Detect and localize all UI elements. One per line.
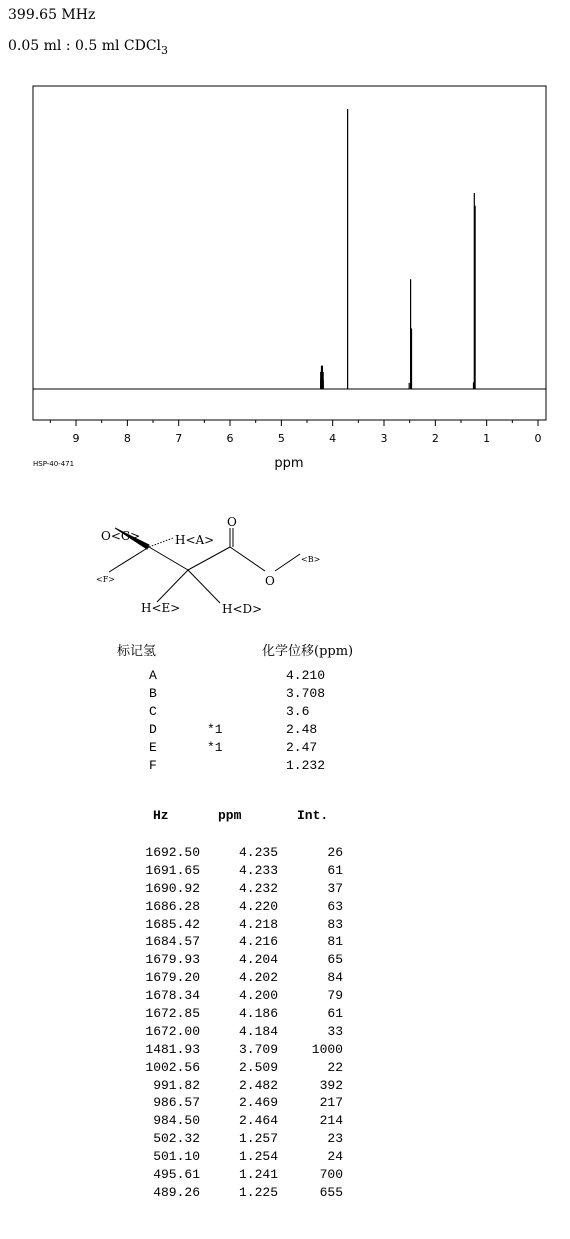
- assignment-label: B: [149, 686, 157, 701]
- int-cell: 392: [319, 1077, 343, 1093]
- ppm-cell: 4.235: [238, 845, 278, 860]
- assignment-label: D: [149, 722, 157, 737]
- hz-cell: 1684.57: [145, 934, 200, 950]
- bond-oester-ch3: [275, 554, 300, 571]
- int-cell: 65: [327, 952, 343, 968]
- peak-table: [0, 845, 570, 1203]
- ppm-cell: 4.204: [238, 952, 278, 968]
- bond-c1-ha: [149, 538, 173, 547]
- peak-table-row: [0, 952, 570, 970]
- col-label-header: 标记氢: [117, 644, 157, 659]
- assignment-row: [0, 758, 570, 776]
- ppm-cell: 3.709: [238, 1041, 278, 1057]
- peak-table-row: [0, 899, 570, 917]
- hz-cell: 1686.28: [145, 898, 200, 914]
- assignment-note: *1: [207, 740, 223, 755]
- x-tick-label: 8: [123, 432, 131, 445]
- peak-table-row: [0, 917, 570, 935]
- int-cell: 24: [327, 1149, 343, 1165]
- label-o-ester: O: [265, 574, 275, 588]
- assignment-shift: 2.47: [286, 740, 318, 755]
- ppm-cell: 4.232: [238, 880, 278, 896]
- assignment-row: [0, 686, 570, 704]
- ppm-cell: 4.220: [238, 898, 278, 914]
- peak-table-header: [0, 808, 570, 828]
- int-cell: 37: [327, 880, 343, 896]
- peak-table-row: [0, 988, 570, 1006]
- molecule-structure: [85, 510, 345, 620]
- peak-table-row: [0, 1113, 570, 1131]
- hz-cell: 489.26: [153, 1184, 200, 1200]
- int-cell: 61: [327, 1006, 343, 1022]
- x-tick-label: 2: [431, 432, 439, 445]
- label-f: <F>: [96, 575, 115, 584]
- x-tick-label: 6: [226, 432, 234, 445]
- x-tick-label: 5: [277, 432, 285, 445]
- peak-table-row: [0, 1024, 570, 1042]
- hz-header: Hz: [153, 808, 169, 823]
- ppm-cell: 4.233: [238, 862, 278, 878]
- peak-table-row: [0, 845, 570, 863]
- label-o-c: O<C>: [101, 529, 141, 543]
- hz-cell: 1690.92: [145, 880, 200, 896]
- assignment-shift: 4.210: [286, 668, 326, 683]
- x-axis-label: ppm: [274, 456, 304, 471]
- bond-c3-oester: [230, 547, 265, 571]
- bond-c1-c2: [149, 547, 188, 570]
- ppm-cell: 1.225: [238, 1184, 278, 1200]
- hz-cell: 1679.20: [145, 970, 200, 986]
- hz-cell: 1679.93: [145, 952, 200, 968]
- hz-cell: 1481.93: [145, 1041, 200, 1057]
- peak-table-row: [0, 1042, 570, 1060]
- x-tick-label: 3: [380, 432, 388, 445]
- ppm-cell: 4.218: [238, 916, 278, 932]
- nmr-spectrum-chart: [0, 78, 570, 478]
- assignment-shift: 3.708: [286, 686, 326, 701]
- hz-cell: 986.57: [153, 1095, 200, 1111]
- int-header: Int.: [297, 808, 329, 823]
- assignment-shift: 2.48: [286, 722, 318, 737]
- ppm-cell: 1.257: [238, 1131, 278, 1147]
- ppm-cell: 1.241: [238, 1167, 278, 1183]
- ppm-cell: 4.216: [238, 934, 278, 950]
- x-tick-label: 0: [534, 432, 542, 445]
- label-h-e: H<E>: [141, 601, 181, 615]
- int-cell: 33: [327, 1023, 343, 1039]
- x-tick-label: 1: [483, 432, 491, 445]
- peak-table-row: [0, 934, 570, 952]
- int-cell: 22: [327, 1059, 343, 1075]
- hz-cell: 502.32: [153, 1131, 200, 1147]
- peak-table-row: [0, 1078, 570, 1096]
- solvent-subscript: 3: [161, 43, 169, 57]
- bond-c2-c3: [188, 547, 230, 570]
- assignment-label: A: [149, 668, 157, 683]
- assignment-shift: 3.6: [286, 704, 310, 719]
- int-cell: 217: [319, 1095, 343, 1111]
- ppm-header: ppm: [218, 808, 242, 823]
- peak-table-row: [0, 1167, 570, 1185]
- int-cell: 700: [319, 1167, 343, 1183]
- peak-lines: [321, 109, 476, 389]
- peak-table-row: [0, 1060, 570, 1078]
- int-cell: 26: [327, 845, 343, 860]
- hz-cell: 1692.50: [145, 845, 200, 860]
- hz-cell: 1691.65: [145, 862, 200, 878]
- ppm-cell: 4.202: [238, 970, 278, 986]
- hz-cell: 1685.42: [145, 916, 200, 932]
- hz-cell: 1678.34: [145, 988, 200, 1004]
- ppm-cell: 2.509: [238, 1059, 278, 1075]
- assignment-table: [0, 668, 570, 776]
- ppm-cell: 2.482: [238, 1077, 278, 1093]
- label-h-a: H<A>: [175, 533, 215, 547]
- label-b: <B>: [301, 555, 321, 564]
- int-cell: 61: [327, 862, 343, 878]
- peak-table-row: [0, 881, 570, 899]
- ppm-cell: 4.200: [238, 988, 278, 1004]
- spectrometer-frequency: 399.65 MHz: [8, 7, 96, 23]
- assignment-row: [0, 722, 570, 740]
- hz-cell: 991.82: [153, 1077, 200, 1093]
- int-cell: 655: [319, 1184, 343, 1200]
- hz-cell: 501.10: [153, 1149, 200, 1165]
- x-tick-label: 9: [72, 432, 80, 445]
- ppm-cell: 4.184: [238, 1023, 278, 1039]
- assignment-note: *1: [207, 722, 223, 737]
- int-cell: 81: [327, 934, 343, 950]
- label-h-d: H<D>: [222, 602, 263, 616]
- peak-table-row: [0, 1149, 570, 1167]
- assignment-label: F: [149, 758, 157, 773]
- x-axis-ticks: [50, 420, 541, 445]
- label-o-carbonyl: O: [227, 515, 237, 529]
- peak-table-row: [0, 1006, 570, 1024]
- ppm-cell: 2.469: [238, 1095, 278, 1111]
- assignment-row: [0, 740, 570, 758]
- assignment-label: E: [149, 740, 157, 755]
- hz-cell: 1002.56: [145, 1059, 200, 1075]
- x-tick-label: 4: [329, 432, 337, 445]
- bond-c2-he: [157, 570, 188, 602]
- peak-table-row: [0, 1131, 570, 1149]
- int-cell: 214: [319, 1113, 343, 1129]
- plot-frame: [33, 86, 546, 420]
- ppm-cell: 1.254: [238, 1149, 278, 1165]
- ppm-cell: 4.186: [238, 1006, 278, 1022]
- hz-cell: 1672.85: [145, 1006, 200, 1022]
- peak-table-row: [0, 1185, 570, 1203]
- assignment-row: [0, 668, 570, 686]
- hz-cell: 1672.00: [145, 1023, 200, 1039]
- assignment-table-header: [0, 640, 570, 660]
- spectrum-code: HSP-40-471: [33, 460, 75, 468]
- peak-table-row: [0, 863, 570, 881]
- int-cell: 79: [327, 988, 343, 1004]
- int-cell: 84: [327, 970, 343, 986]
- int-cell: 63: [327, 898, 343, 914]
- int-cell: 1000: [311, 1041, 343, 1057]
- int-cell: 23: [327, 1131, 343, 1147]
- col-shift-header: 化学位移(ppm): [262, 644, 354, 659]
- ppm-cell: 2.464: [238, 1113, 278, 1129]
- bond-c2-hd: [188, 570, 220, 603]
- bond-c1-f: [109, 547, 149, 572]
- sample-solvent: [8, 38, 168, 57]
- hz-cell: 984.50: [153, 1113, 200, 1129]
- int-cell: 83: [327, 916, 343, 932]
- assignment-shift: 1.232: [286, 758, 326, 773]
- assignment-label: C: [149, 704, 157, 719]
- solvent-text: 0.05 ml : 0.5 ml CDCl: [8, 38, 162, 54]
- peak-table-row: [0, 1095, 570, 1113]
- peak-table-row: [0, 970, 570, 988]
- x-tick-label: 7: [175, 432, 183, 445]
- hz-cell: 495.61: [153, 1167, 200, 1183]
- assignment-row: [0, 704, 570, 722]
